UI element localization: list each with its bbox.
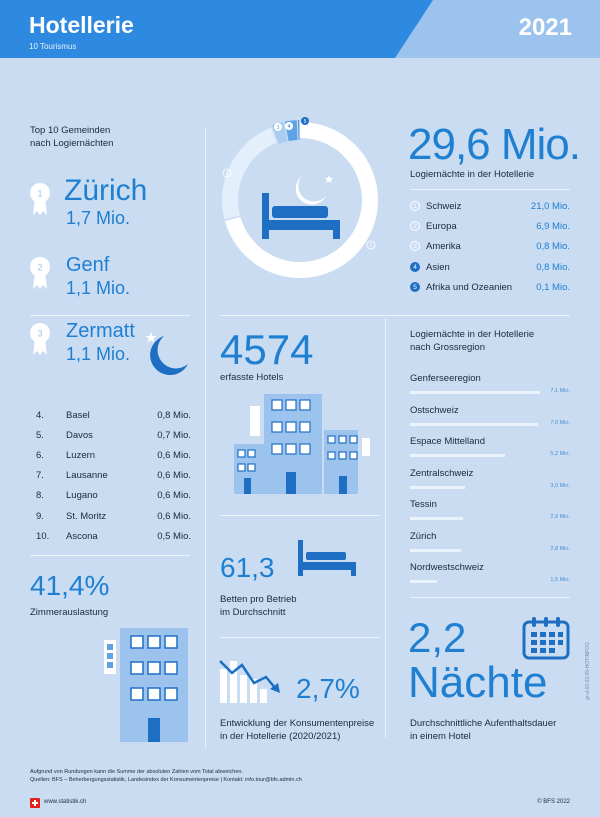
- origin-label: Schweiz: [426, 200, 462, 212]
- origin-row: [410, 239, 570, 253]
- origin-row: [410, 260, 570, 274]
- region-bar: [410, 580, 437, 583]
- origin-value: 0,8 Mio.: [536, 240, 570, 252]
- origin-donut-chart: [218, 118, 382, 282]
- donut-segment: [275, 132, 285, 135]
- top10-heading: Top 10 Gemeinden nach Logiernächten: [30, 125, 114, 149]
- divider: [220, 515, 380, 516]
- region-bar: [410, 423, 538, 426]
- table-row: 4. Basel 0,8 Mio.: [36, 409, 191, 421]
- divider: [30, 315, 190, 316]
- table-row: 7. Lausanne 0,6 Mio.: [36, 470, 191, 482]
- donut-label: [366, 240, 376, 250]
- region-value: 1,5 Mio.: [550, 577, 570, 583]
- top2-value: 1,1 Mio.: [66, 278, 131, 298]
- moon-icon: [142, 330, 194, 382]
- region-row: [410, 468, 570, 492]
- occupancy-value: 41,4%: [30, 570, 110, 601]
- region-label: Tessin: [410, 499, 437, 510]
- divider: [220, 315, 570, 316]
- table-row: 8. Lugano 0,6 Mio.: [36, 490, 191, 502]
- region-row: [410, 499, 570, 523]
- top1-value: 1,7 Mio.: [66, 208, 131, 228]
- region-label: Espace Mittelland: [410, 436, 485, 447]
- region-label: Nordwestschweiz: [410, 562, 484, 573]
- region-label: Genferseeregion: [410, 373, 481, 384]
- footer: [0, 790, 600, 817]
- divider: [410, 597, 570, 598]
- origin-row: [410, 280, 570, 294]
- divider: [30, 555, 190, 556]
- donut-label: [222, 168, 232, 178]
- table-row: 5. Davos 0,7 Mio.: [36, 429, 191, 441]
- origin-number-icon: 4: [410, 262, 420, 272]
- svg-text:5: 5: [303, 119, 307, 125]
- region-value: 7,1 Mio.: [550, 388, 570, 394]
- table-row: 9. St. Moritz 0,6 Mio.: [36, 510, 191, 522]
- table-row: 10. Ascona 0,5 Mio.: [36, 530, 191, 542]
- hotels-label: erfasste Hotels: [220, 372, 284, 383]
- page-subtitle: 10 Tourismus: [29, 42, 77, 51]
- page-title: Hotellerie: [29, 12, 134, 38]
- origin-number-icon: 3: [410, 241, 420, 251]
- svg-text:3: 3: [276, 125, 280, 131]
- table-row: 6. Luzern 0,6 Mio.: [36, 449, 191, 461]
- hotels-buildings-icon: [228, 392, 376, 494]
- stay-value: 2,2: [408, 614, 467, 661]
- top3-name: Zermatt: [66, 320, 135, 342]
- region-label: Zentralschweiz: [410, 467, 474, 479]
- prices-value: 2,7%: [296, 673, 360, 704]
- stay-unit: Nächte: [408, 658, 548, 707]
- hotel-building-icon: [100, 626, 192, 742]
- region-value: 7,0 Mio.: [550, 419, 570, 426]
- svg-text:2: 2: [225, 171, 229, 177]
- region-value: 3,0 Mio.: [550, 482, 570, 489]
- moon-icon: [296, 176, 326, 205]
- region-row: [410, 373, 570, 397]
- hotels-value: 4574: [220, 326, 314, 373]
- origin-number-icon: 5: [410, 282, 420, 292]
- region-label: Ostschweiz: [410, 404, 459, 416]
- origin-label: Europa: [426, 220, 457, 232]
- region-value: 2,9 Mio.: [550, 514, 570, 520]
- year-label: 2021: [518, 14, 572, 41]
- svg-text:2: 2: [37, 262, 43, 273]
- svg-text:4: 4: [287, 124, 291, 130]
- region-value: 5,2 Mio.: [550, 451, 570, 457]
- stay-label: Durchschnittliche Aufenthaltsdauer in einem Hotel: [410, 718, 557, 742]
- region-bar: [410, 391, 540, 394]
- beds-value: 61,3: [220, 552, 275, 583]
- graphic-id: gr-d-10.03.05-HOTINFOG: [585, 641, 591, 700]
- origin-value: 0,8 Mio.: [536, 261, 570, 273]
- column-divider-left: [205, 128, 206, 748]
- svg-text:1: 1: [37, 188, 43, 199]
- medal-icon: [29, 322, 51, 356]
- svg-text:1: 1: [369, 243, 373, 249]
- total-nights-value: 29,6 Mio.: [408, 120, 580, 169]
- calendar-icon: [522, 616, 570, 660]
- origin-row: [410, 219, 570, 233]
- prices-label: Entwicklung der Konsumentenpreise in der Hotellerie (2020/2021): [220, 718, 375, 742]
- region-row: [410, 436, 570, 460]
- top2-name: Genf: [66, 254, 110, 276]
- divider: [220, 637, 380, 638]
- origin-value: 6,9 Mio.: [536, 220, 570, 232]
- column-divider-right: [385, 318, 386, 738]
- origin-number-icon: 1: [410, 201, 420, 211]
- top3-value: 1,1 Mio.: [66, 344, 131, 364]
- origin-label: Afrika und Ozeanien: [426, 281, 513, 293]
- region-row: [410, 531, 570, 555]
- beds-label: Betten pro Betrieb im Durchschnitt: [220, 594, 297, 618]
- total-nights-label: Logiernächte in der Hotellerie: [410, 169, 535, 180]
- price-trend-icon: [218, 655, 284, 703]
- website-link[interactable]: www.statistik.ch: [44, 799, 87, 805]
- region-row: [410, 562, 570, 586]
- region-label: Zürich: [410, 530, 437, 542]
- region-bar: [410, 486, 465, 489]
- donut-labels: [270, 117, 310, 131]
- origin-label: Asien: [426, 261, 450, 273]
- medal-icon: [29, 256, 51, 290]
- swiss-flag-icon: [30, 798, 40, 808]
- origin-row: [410, 199, 570, 213]
- region-row: [410, 405, 570, 429]
- origin-number-icon: 2: [410, 221, 420, 231]
- bed-icon: [298, 540, 358, 578]
- footnotes: Aufgrund von Rundungen kann die Summe der absoluten Zahlen vom Total abweichen. Quellen: BFS – Beherbergungsstatistik, Landesindex der Konsumentenpreise | Kontakt: info.tour@bfs.admin.ch: [30, 769, 302, 783]
- medal-icon: [29, 182, 51, 216]
- regions-heading: Logiernächte in der Hotellerie nach Grossregion: [410, 329, 535, 353]
- occupancy-label: Zimmerauslastung: [30, 607, 109, 618]
- region-value: 2,8 Mio.: [550, 545, 570, 552]
- region-bar: [410, 454, 505, 457]
- origin-value: 21,0 Mio.: [530, 200, 570, 212]
- svg-text:3: 3: [37, 328, 43, 339]
- rank-table: [36, 405, 191, 546]
- top1-name: Zürich: [64, 174, 148, 207]
- region-bar: [410, 549, 461, 552]
- copyright: © BFS 2022: [537, 799, 570, 805]
- origin-value: 0,1 Mio.: [536, 281, 570, 293]
- divider: [410, 189, 570, 190]
- origin-label: Amerika: [426, 240, 461, 252]
- region-bar: [410, 517, 463, 520]
